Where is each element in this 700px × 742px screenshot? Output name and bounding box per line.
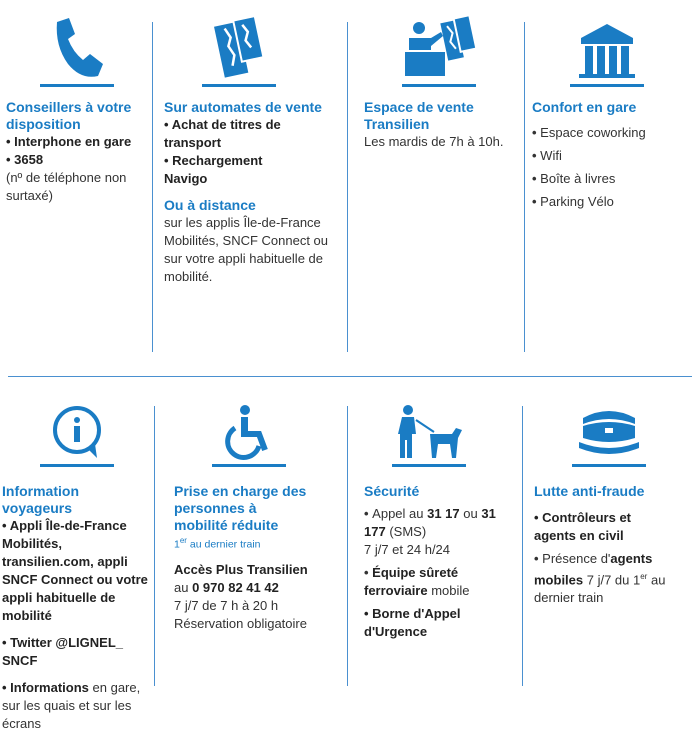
team-rest: mobile [427,583,470,598]
list-item: • Contrôleurs et agents en civil [534,509,652,545]
call-mid: ou [459,506,482,521]
divider [154,406,155,686]
list-item-bold: • Informations [2,680,89,695]
divider [347,406,348,686]
list-item: • Appli Île-de-France Mobilités, transilien.com, appli SNCF Connect ou votre appli habituelle de mobilité [2,517,152,625]
confort-section [532,14,696,213]
divider [347,22,348,352]
list-item: • 3658 [6,151,148,169]
list-item: • Wifi [532,144,696,167]
service-name: Accès Plus Transilien [174,561,308,577]
list-item: • Interphone en gare [6,133,148,151]
list-item: • Parking Vélo [532,190,696,213]
subtitle [174,534,344,552]
section-title: Information voyageurs [2,483,79,516]
hours-text: 7 j/7 de 7 h à 20 h [174,597,279,613]
hours-text: 7 j/7 et 24 h/24 [364,542,451,557]
list-item [534,550,698,607]
call-post: (SMS) [385,524,427,539]
automates-section [164,14,344,286]
subtitle-post: au dernier train [186,538,261,551]
divider [152,22,153,352]
list-item [364,505,518,541]
securite-section [364,404,518,641]
station-building-icon [575,14,639,80]
ticket-counter-icon [401,14,477,80]
divider [524,22,525,352]
phone-icon [47,14,107,80]
wheelchair-icon [221,404,277,460]
section-title: Espace de vente Transilien [364,99,474,132]
item-mid: 7 j/7 du 1 [583,572,641,588]
phone-number: 0 970 82 41 42 [192,579,279,595]
sms-number: 31 177 [364,506,496,539]
conseillers-section [6,14,148,205]
list-item: • Twitter @LIGNEL_ SNCF [2,634,152,670]
guard-dog-icon [394,404,464,460]
espace-vente-section [364,14,520,151]
distance-text: sur les applis Île-de-France Mobilités, SNCF Connect ou sur votre appli habituelle de mobilité. [164,215,329,284]
mobilite-section [174,404,344,633]
section-divider [8,376,692,377]
subtitle-pre: 1 [174,538,180,551]
list-item: • Espace coworking [532,121,696,144]
phone-pre: au [174,579,193,595]
list-item: • Achat de titres de transport [164,116,292,152]
section-title: Sur automates de vente [164,99,322,115]
tickets-icon [209,14,269,80]
team-bold: Équipe sûreté ferroviaire [364,565,459,598]
section-title: Confort en gare [532,99,637,115]
section-title: Conseillers à votre disposition [6,99,132,132]
phone-line [174,579,344,597]
divider [522,406,523,686]
item-sup: er [640,572,648,581]
list-item: • Rechargement Navigo [164,152,292,188]
distance-title: Ou à distance [164,197,256,213]
subtitle-sup: er [179,536,187,545]
fraude-section [534,404,698,607]
list-item: • Borne d'Appel d'Urgence [364,605,484,641]
info-bubble-icon [47,404,107,460]
item-post: au dernier train [534,572,666,606]
phone-number: 31 17 [427,506,460,521]
note-text: (nº de téléphone non surtaxé) [6,170,127,203]
call-pre: Appel au [372,506,428,521]
item-bold: agents mobiles [534,551,653,588]
hours-text: Les mardis de 7h à 10h. [364,134,504,149]
information-section [2,404,152,733]
list-item [364,564,518,600]
reservation-text: Réservation obligatoire [174,615,307,631]
section-title: Lutte anti-fraude [534,483,645,499]
controller-cap-icon [577,404,641,460]
section-title: Sécurité [364,483,420,499]
list-item: • Boîte à livres [532,167,696,190]
list-item-rest: en gare, sur les quais et sur les écrans [2,680,141,731]
section-title: Prise en charge des personnes à mobilité réduite [174,483,307,533]
item-pre: Présence d' [542,551,611,566]
list-item [2,679,152,733]
